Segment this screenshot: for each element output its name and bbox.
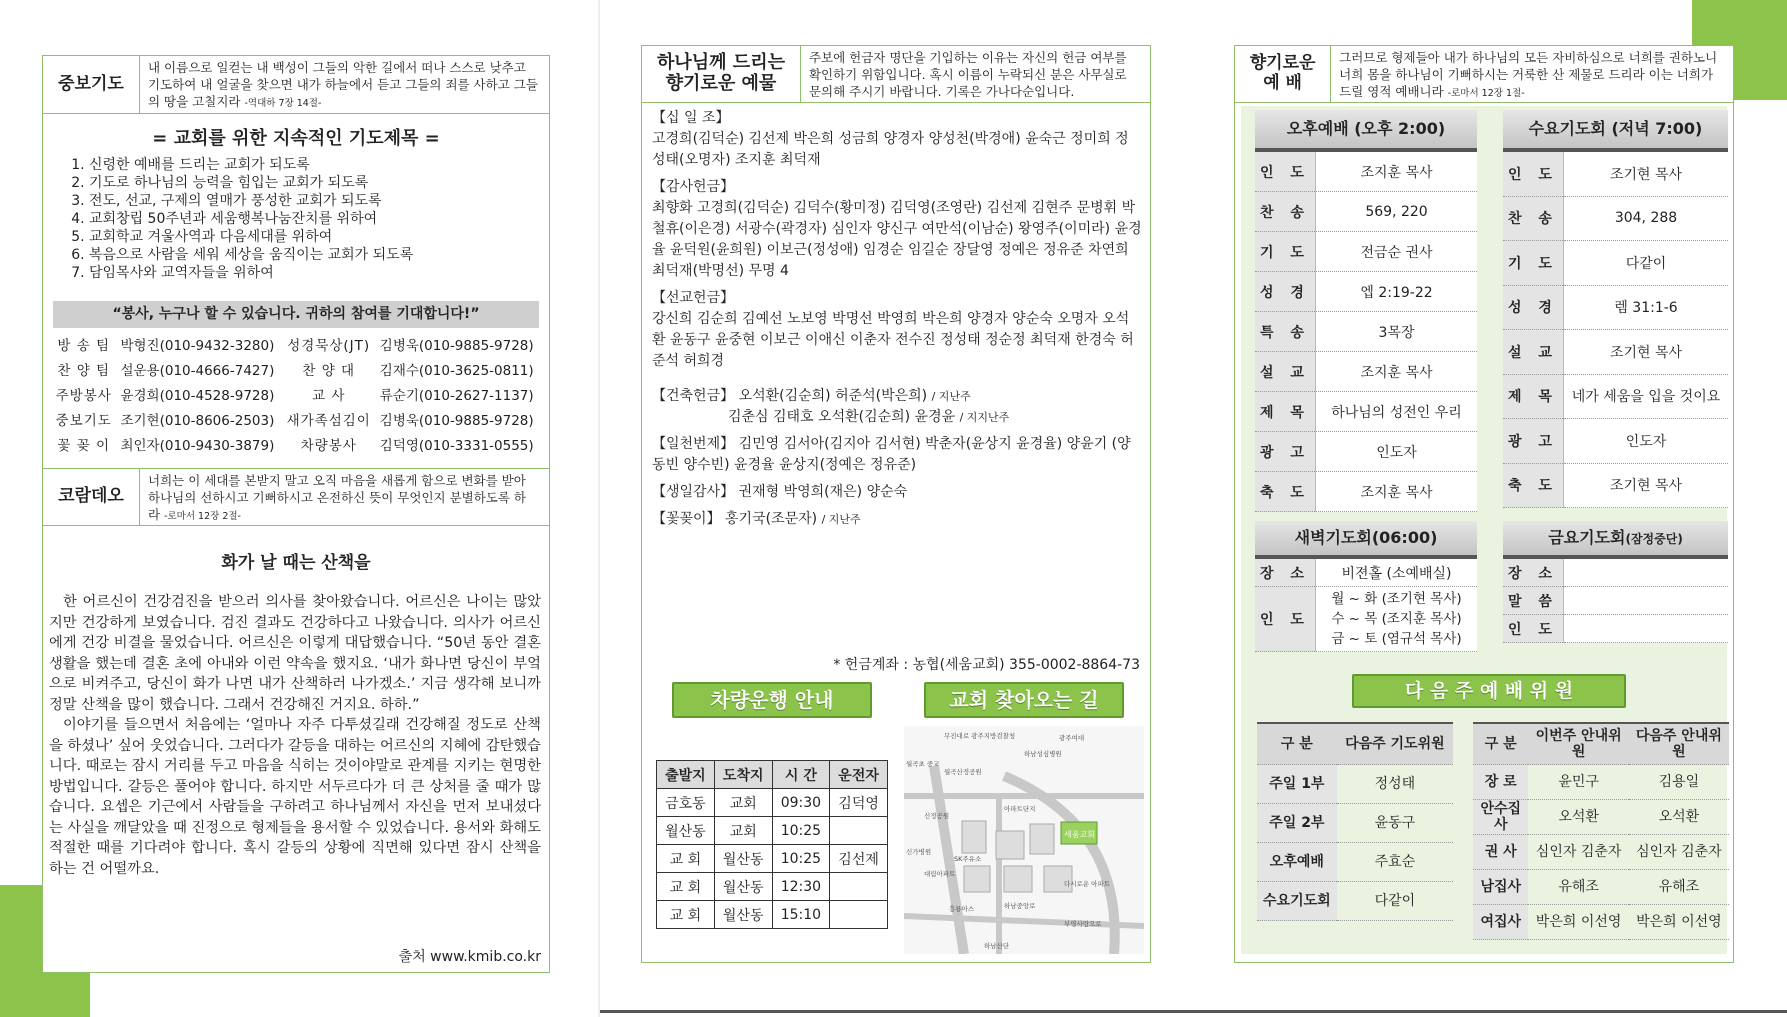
schedule-label: 제 목 [1503,374,1564,419]
schedule-label: 광 고 [1503,419,1564,464]
prayer-item: 2. 기도로 하나님의 능력을 힘입는 교회가 되도록 [89,174,529,192]
essay-title: 화가 날 때는 산책을 [221,553,371,573]
map-label-central: 하남중앙로 [1004,902,1036,910]
wed-service-title: 수요기도회 (저녁 7:00) [1503,110,1728,150]
schedule-value: 렘 31:1-6 [1564,285,1729,330]
team-contact: 김병욱(010-9885-9728) [379,412,534,429]
birthday-section: 【생일감사】 권재형 박영희(재은) 양순숙 [652,484,908,500]
next-week-prayer-table [1257,722,1453,921]
next-week-label: 주일 2부 [1257,804,1337,843]
offering-tag: 하나님께 드리는 향기로운 예물 [642,46,801,102]
next-week-value: 윤민구 [1528,765,1628,800]
bus-row [657,789,888,817]
jungbo-verse: 내 이름으로 일컫는 내 백성이 그들의 악한 길에서 떠나 스스로 낮추고 기도하여 내 얼굴을 찾으면 내가 하늘에서 듣고 그들의 죄를 사하고 그들의 땅을 고칠지라 -역대하 7장 14절- [148,60,538,109]
team-contact: 최인자(010-9430-3879) [120,437,275,454]
schedule-row [1503,374,1728,419]
map-label-road: 무진대로 광주지방검찰청 [944,732,1016,740]
bus-cell: 월산동 [714,901,772,929]
next-week-row [1257,843,1453,882]
schedule-value: 조지훈 목사 [1316,151,1478,192]
schedule-value: 인도자 [1316,432,1478,472]
offering-notice: 주보에 헌금자 명단을 기입하는 이유는 자신의 헌금 여부를 확인하기 위함입니다. 혹시 이름이 누락되신 분은 사무실로 문의해 주시기 바랍니다. 기록은 가나다순입니다. [808,50,1127,99]
schedule-label: 설 교 [1503,330,1564,375]
map-label-hospital: 하남성심병원 [1024,750,1062,758]
bus-cell: 월산동 [714,873,772,901]
essay-source: 출처 www.kmib.co.kr [398,949,541,965]
next-week-label: 권 사 [1473,835,1528,870]
account-info: * 헌금계좌 : 농협(세움교회) 355-0002-8864-73 [833,657,1140,673]
next-week-header-cell: 이번주 안내위원 [1528,723,1628,765]
team-label: 중보기도 [55,412,112,429]
map-label-hanam: 하남산단 [984,942,1010,950]
team-label: 찬 양 대 [302,362,356,379]
bus-cell: 월산동 [657,817,715,845]
schedule-label: 설 교 [1255,352,1316,392]
service-teams-table [51,331,541,456]
bus-header-cell: 운전자 [830,761,888,789]
bus-row [657,873,888,901]
map-label-daerim: 대림아파트 [924,870,956,878]
schedule-value: 조기현 목사 [1564,151,1729,196]
bus-cell: 15:10 [772,901,830,929]
next-week-row [1257,882,1453,921]
schedule-label: 찬 송 [1255,192,1316,232]
jungbo-tag: 중보기도 [43,56,140,113]
prayer-item: 5. 교회학교 겨울사역과 다음세대를 위하여 [89,228,529,246]
pm-service-title: 오후예배 (오후 2:00) [1255,110,1477,150]
next-week-header [1473,723,1729,765]
next-week-value: 정성태 [1337,765,1453,804]
team-label: 새가족섬김이 [286,412,371,429]
flower-section: 【꽃꽂이】 홍기국(조문자) / 지난주 [652,511,861,527]
worship-header [1235,46,1733,103]
team-row [51,356,541,381]
schedule-row [1503,196,1728,241]
map-title: 교회 찾아오는 길 [924,682,1124,718]
schedule-row [1503,419,1728,464]
schedule-row [1503,463,1728,508]
schedule-label: 기 도 [1255,232,1316,272]
map-drawing [904,726,1144,954]
map-label-sk: SK주유소 [954,855,982,863]
next-week-row [1473,905,1729,940]
schedule-row [1255,272,1477,312]
team-contact: 박형진(010-9432-3280) [120,337,275,354]
team-row [51,381,541,406]
schedule-label: 축 도 [1255,472,1316,512]
offering-list [652,108,1142,536]
bottom-rule [600,1010,1787,1013]
bus-header-cell: 도착지 [714,761,772,789]
prayer-title: = 교회를 위한 지속적인 기도제목 = [152,128,440,149]
left-panel [42,55,550,973]
schedule-label: 광 고 [1255,432,1316,472]
prayer-item: 1. 신령한 예배를 드리는 교회가 되도록 [89,156,529,174]
schedule-label: 특 송 [1255,312,1316,352]
schedule-row [1503,241,1728,286]
schedule-value [1564,615,1729,643]
schedule-row [1503,285,1728,330]
map-label-dasi: 다시로운 아파트 [1064,880,1111,888]
next-week-row [1473,870,1729,905]
next-week-row [1257,765,1453,804]
bus-cell: 교회 [714,789,772,817]
bus-cell: 김덕영 [830,789,888,817]
next-week-value: 유해조 [1629,870,1729,905]
schedule-label: 찬 송 [1503,196,1564,241]
next-week-row [1473,800,1729,835]
bus-cell [830,901,888,929]
schedule-row [1503,330,1728,375]
dawn-prayer [1255,521,1477,652]
next-week-header-cell: 다음주 기도위원 [1337,723,1453,765]
bus-title: 차량운행 안내 [672,682,872,718]
next-week-value: 박은희 이선영 [1528,905,1628,940]
bus-cell: 교회 [714,817,772,845]
thanks-section: 【감사헌금】 최향화 고경희(김덕순) 김덕수(황미정) 김덕영(조영란) 김선제 김현주 문병휘 박철휴(이은경) 서광수(곽경자) 심인자 양신구 여만석(이남순) 왕영주(이미라) 윤경율 윤덕원(윤희원) 이보근(정성애) 임경순 임길순 장달영 정예은 정유준 차연희 최덕재(박명선) 무명 4 [652,179,1142,279]
bus-header-cell: 시 간 [772,761,830,789]
schedule-row [1503,587,1728,615]
schedule-label: 축 도 [1503,463,1564,508]
bus-cell: 교 회 [657,845,715,873]
map-label-church: 세움교회 [1064,830,1095,839]
bus-cell: 김선제 [830,845,888,873]
friday-title: 금요기도회(잠정중단) [1503,521,1728,557]
essay-body [49,592,541,879]
schedule-value: 304, 288 [1564,196,1729,241]
schedule-row [1255,432,1477,472]
next-week-value: 오석환 [1528,800,1628,835]
schedule-row [1255,151,1477,192]
team-contact: 김덕영(010-3331-0555) [379,437,534,454]
team-contact: 조기현(010-8606-2503) [120,412,275,429]
dawn-place: 비젼홀 (소예배실) [1316,558,1478,587]
next-week-value: 김용일 [1629,765,1729,800]
bus-cell [830,817,888,845]
next-week-value: 주효순 [1337,843,1453,882]
worship-tag: 향기로운 예 배 [1235,46,1331,102]
dawn-lead: 월 ~ 화 (조기현 목사) 수 ~ 목 (조지훈 목사) 금 ~ 토 (염규석 목사) [1316,587,1478,652]
next-week-label: 수요기도회 [1257,882,1337,921]
team-row [51,406,541,431]
team-label: 찬 양 팀 [57,362,111,379]
schedule-value: 네가 세움을 입을 것이요 [1564,374,1729,419]
schedule-row [1255,312,1477,352]
next-week-header-cell: 다음주 안내위원 [1629,723,1729,765]
offering-header [642,46,1150,103]
team-label: 방 송 팀 [57,337,111,354]
schedule-value: 569, 220 [1316,192,1478,232]
schedule-label: 말 씀 [1503,587,1564,615]
bus-cell: 10:25 [772,845,830,873]
bus-cell: 월산동 [714,845,772,873]
schedule-row [1255,472,1477,512]
team-contact: 류순기(010-2627-1137) [379,387,534,404]
coramdeo-header [43,468,549,526]
schedule-label: 제 목 [1255,392,1316,432]
map-label-park2: 신정공원 [924,812,950,820]
schedule-row [1255,352,1477,392]
prayer-item: 4. 교회창립 50주년과 세움행복나눔잔치를 위하여 [89,210,529,228]
bus-cell: 12:30 [772,873,830,901]
essay-paragraph-1: 한 어르신이 건강검진을 받으러 의사를 찾아왔습니다. 어르신은 나이는 많았지만 건강하게 보였습니다. 검진 결과도 건강하다고 나왔습니다. 의사가 어르신에게 건강 비결을 물었습니다. 어르신은 이렇게 대답했습니다. “50년 동안 결혼생활을 했는데 결혼 초에 아내와 이런 약속을 했지요. ‘내가 화나면 당신이 부엌으로 비켜주고, 당신이 화가 나면 내가 산책하러 나가겠소.’ 지금 생각해 보니까 정말 산책을 많이 했습니다. 그래서 건강해진 거지요. 하하.” [49,594,541,713]
schedule-value: 하나님의 성전인 우리 [1316,392,1478,432]
next-week-value: 윤동구 [1337,804,1453,843]
prayer-item: 3. 전도, 선교, 구제의 열매가 풍성한 교회가 되도록 [89,192,529,210]
schedule-label: 인 도 [1255,151,1316,192]
team-row [51,431,541,456]
bus-cell [830,873,888,901]
schedule-label: 장 소 [1503,558,1564,587]
schedule-value: 조기현 목사 [1564,330,1729,375]
schedule-value: 다같이 [1564,241,1729,286]
next-week-label: 안수집사 [1473,800,1528,835]
map-label-park1: 월곡산정공원 [944,768,982,776]
bus-cell: 교 회 [657,901,715,929]
schedule-row [1503,615,1728,643]
team-label: 차량봉사 [300,437,357,454]
team-label: 교 사 [312,387,346,404]
middle-panel [641,45,1151,963]
prayer-list [69,156,529,282]
team-label: 주방봉사 [55,387,112,404]
team-contact: 설운용(010-4666-7427) [120,362,275,379]
next-week-header [1257,723,1453,765]
next-week-value: 박은희 이선영 [1629,905,1729,940]
bus-row [657,817,888,845]
map-label-heungryong: 흥룡아스 [949,905,975,913]
next-week-value: 심인자 김춘자 [1629,835,1729,870]
team-label: 성경묵상(JT) [287,337,371,354]
bus-header-row [657,761,888,789]
next-week-value: 다같이 [1337,882,1453,921]
bus-row [657,901,888,929]
schedule-row [1503,558,1728,587]
team-contact: 김재수(010-3625-0811) [379,362,534,379]
bus-cell: 금호동 [657,789,715,817]
schedule-value: 조지훈 목사 [1316,472,1478,512]
next-week-label: 오후예배 [1257,843,1337,882]
coramdeo-tag: 코람데오 [43,469,140,525]
prayer-item: 7. 담임목사와 교역자들을 위하여 [89,264,529,282]
schedule-row [1255,392,1477,432]
tithe-section: 【십 일 조】 고경희(김덕순) 김선제 박은희 성금희 양경자 양성천(박경애) 윤숙근 정미희 정성태(오명자) 조지훈 최덕재 [652,110,1129,168]
team-label: 꽃 꽂 이 [57,437,111,454]
bus-cell: 교 회 [657,873,715,901]
schedule-value: 전금순 권사 [1316,232,1478,272]
bus-cell: 09:30 [772,789,830,817]
next-week-value: 심인자 김춘자 [1528,835,1628,870]
map-label-apt: 아파트단지 [1004,805,1036,813]
next-week-row [1257,804,1453,843]
schedule-value [1564,558,1729,587]
bus-table [656,760,888,929]
dawn-title: 새벽기도회(06:00) [1255,521,1477,557]
next-week-usher-table [1473,722,1729,940]
next-week-header-cell: 구 분 [1473,723,1528,765]
team-row [51,331,541,356]
map-label-buyoung: 부영사랑으로 [1064,920,1102,928]
worship-verse: 그러므로 형제들아 내가 하나님의 모든 자비하심으로 너희를 권하노니 너희 몸을 하나님이 기뻐하시는 거룩한 산 제물로 드리라 이는 너희가 드릴 영적 예배니라 -로마서 12장 1절- [1339,50,1718,99]
next-week-label: 주일 1부 [1257,765,1337,804]
dawn-place-label: 장 소 [1255,558,1316,587]
essay-paragraph-2: 이야기를 들으면서 처음에는 ‘얼마나 자주 다투셨길래 건강해질 정도로 산책을 하셨나’ 싶어 웃었습니다. 그러다가 갈등을 대하는 어르신의 지혜에 감탄했습니다. 때로는 잠시 거리를 두고 마음을 식히는 것이야말로 관계를 지키는 현명한 방법입니다. 갈등은 풀어야 합니다. 하지만 서두르다가 더 큰 상처를 줄 때가 많습니다. 요셉은 기근에서 사람들을 구하려고 하나님께서 자신을 먼저 보내셨다는 사실을 깨달았을 때 진정으로 형제들을 용서할 수 있었습니다. 용서와 화해도 적절한 때를 기다려야 합니다. 혹시 갈등의 상황에 직면해 있다면 잠시 산책을 하는 건 어떨까요. [49,717,541,877]
schedule-value: 조기현 목사 [1564,463,1729,508]
next-week-label: 장 로 [1473,765,1528,800]
next-week-title: 다 음 주 예 배 위 원 [1352,674,1626,708]
next-week-row [1473,835,1729,870]
map-label-univ: 광주여대 [1059,734,1085,742]
building-section: 【건축헌금】 오석환(김순희) 허준석(박은희) / 지난주 김춘심 김태호 오석환(김순희) 윤경윤 / 지지난주 [652,388,1010,425]
schedule-label: 성 경 [1503,285,1564,330]
schedule-label: 인 도 [1503,615,1564,643]
pm-service [1255,110,1477,512]
next-week-row [1473,765,1729,800]
next-week-label: 남집사 [1473,870,1528,905]
dawn-lead-label: 인 도 [1255,587,1316,652]
service-banner: “봉사, 누구나 할 수 있습니다. 귀하의 참여를 기대합니다!” [53,301,539,328]
church-map [904,726,1144,954]
schedule-row [1503,151,1728,196]
prayer-item: 6. 복음으로 사람을 세워 세상을 움직이는 교회가 되도록 [89,246,529,264]
schedule-label: 기 도 [1503,241,1564,286]
team-contact: 윤경희(010-4528-9728) [120,387,275,404]
wed-service [1503,110,1728,508]
bus-row [657,845,888,873]
bus-cell: 10:25 [772,817,830,845]
next-week-label: 여집사 [1473,905,1528,940]
map-label-school: 월곡초 중교 [906,760,940,768]
ilcheon-section: 【일천번제】 김민영 김서아(김지아 김서현) 박춘자(윤상지 윤경율) 양윤기 (양동빈 양수빈) 윤경율 윤상지(정예은 정유준) [652,436,1131,473]
map-label-sinkga: 신가병원 [906,848,932,856]
coramdeo-verse: 너희는 이 세대를 본받지 말고 오직 마음을 새롭게 함으로 변화를 받아 하나님의 선하시고 기뻐하시고 온전하신 뜻이 무엇인지 분별하도록 하라 -로마서 12장 2절- [148,473,526,522]
schedule-value: 엡 2:19-22 [1316,272,1478,312]
mission-section: 【선교헌금】 강신희 김순희 김예선 노보영 박명선 박영희 박은희 양경자 양순숙 오명자 오석환 윤동구 윤중현 이보근 이애신 이춘자 전수진 정성태 정순정 최덕재 한경숙 허준석 허희경 [652,290,1134,369]
bus-header-cell: 출발지 [657,761,715,789]
schedule-label: 성 경 [1255,272,1316,312]
jungbo-header [43,56,549,114]
schedule-row [1255,192,1477,232]
schedule-value: 3목장 [1316,312,1478,352]
fold-line [598,0,600,1017]
schedule-label: 인 도 [1503,151,1564,196]
schedule-value: 조지훈 목사 [1316,352,1478,392]
schedule-value: 인도자 [1564,419,1729,464]
next-week-value: 유해조 [1528,870,1628,905]
schedule-row [1255,232,1477,272]
schedule-value [1564,587,1729,615]
next-week-header-cell: 구 분 [1257,723,1337,765]
right-panel [1234,45,1734,963]
next-week-value: 오석환 [1629,800,1729,835]
friday-prayer [1503,521,1728,643]
team-contact: 김병욱(010-9885-9728) [379,337,534,354]
